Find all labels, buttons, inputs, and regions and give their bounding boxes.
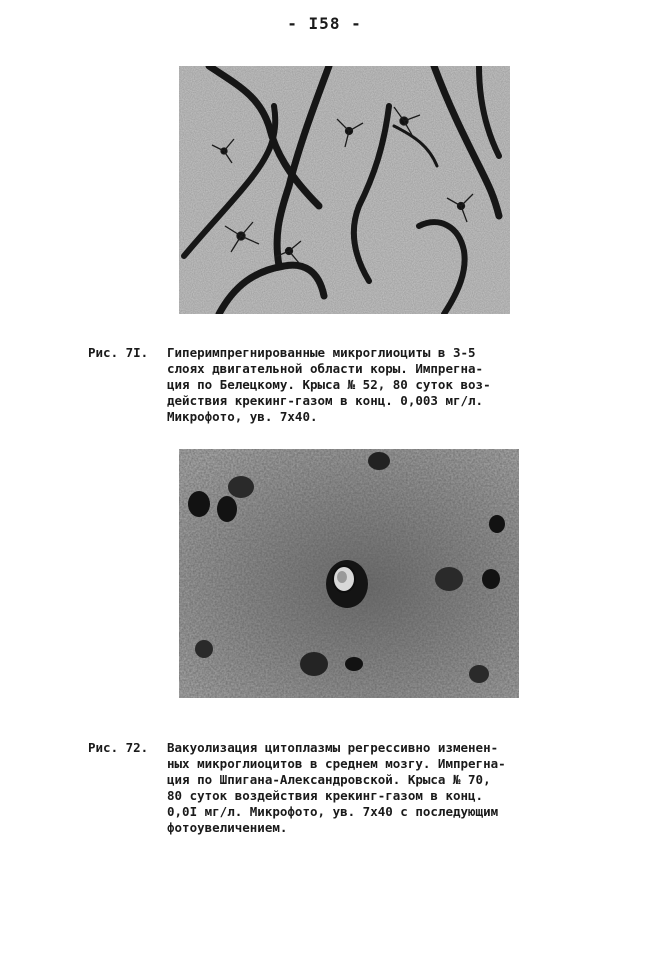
page-number: - I58 - xyxy=(287,14,362,33)
figure-71-label: Рис. 7I. xyxy=(88,345,149,360)
figure-71-caption-text: Гиперимпрегнированные микроглиоциты в 3-5 слоях двигательной области коры. Импрегна- ция по Белецкому. Крыса № 52, 80 суток воз- действия крекинг-газом в конц. 0,003 мг/л. Микрофото, ув. 7х40. xyxy=(167,345,491,424)
figure-71-caption xyxy=(88,345,568,425)
figure-72-label: Рис. 72. xyxy=(88,740,149,755)
figure-72-caption-text: Вакуолизация цитоплазмы регрессивно изменен- ных микроглиоцитов в среднем мозгу. Импрегна- ция по Шпигана-Александровской. Крыса № 70, 80 суток воздействия крекинг-газом в конц. 0,0I мг/л. Микрофото, ув. 7х40 с последующим фотоувеличением. xyxy=(167,740,506,835)
micrograph-figure-72 xyxy=(179,449,519,698)
micrograph-figure-71 xyxy=(179,66,510,314)
figure-72-caption xyxy=(88,740,568,836)
